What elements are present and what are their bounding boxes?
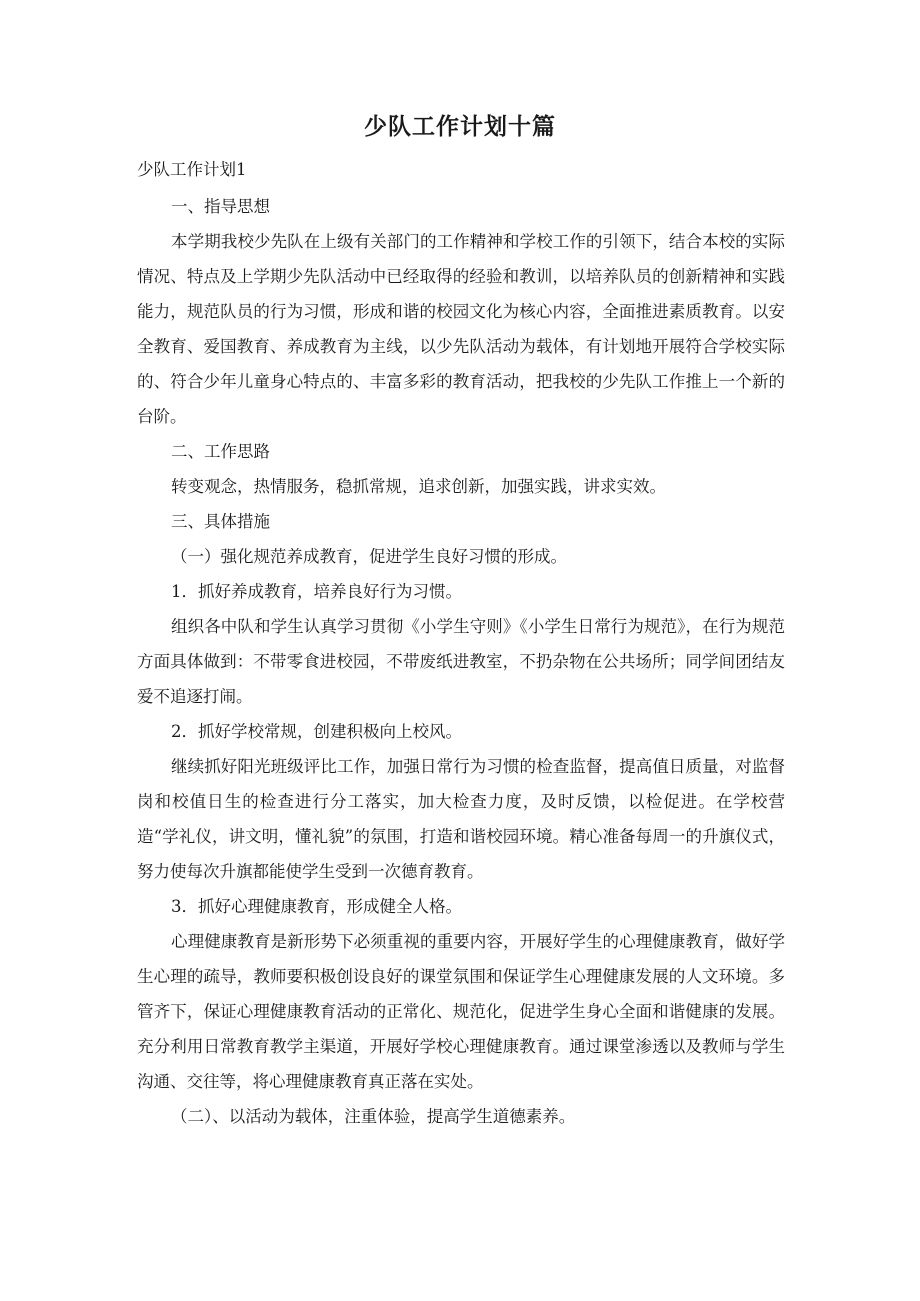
paragraph-guiding-thought: 本学期我校少先队在上级有关部门的工作精神和学校工作的引领下，结合本校的实际情况、特点及上学期少先队活动中已经取得的经验和教训，以培养队员的创新精神和实践能力，规范队员的行为习惯，形成和谐的校园文化为核心内容，全面推进素质教育。以安全教育、爱国教育、养成教育为主线，以少先队活动为载体，有计划地开展符合学校实际的、符合少年儿童身心特点的、丰富多彩的教育活动，把我校的少先队工作推上一个新的台阶。 — [137, 232, 785, 426]
item-3-heading: 3．抓好心理健康教育，形成健全人格。 — [171, 897, 462, 916]
item-1-heading: 1．抓好养成教育，培养良好行为习惯。 — [171, 582, 462, 601]
item-2-heading: 2．抓好学校常规，创建积极向上校风。 — [171, 722, 462, 741]
item-3-paragraph: 心理健康教育是新形势下必须重视的重要内容，开展好学生的心理健康教育，做好学生心理的疏导，教师要积极创设良好的课堂氛围和保证学生心理健康发展的人文环境。多管齐下，保证心理健康教育活动的正常化、规范化，促进学生身心全面和谐健康的发展。充分利用日常教育教学主渠道，开展好学校心理健康教育。通过课堂渗透以及教师与学生沟通、交往等，将心理健康教育真正落在实处。 — [137, 932, 785, 1091]
heading-work-ideas: 二、工作思路 — [171, 442, 270, 461]
item-2-paragraph: 继续抓好阳光班级评比工作，加强日常行为习惯的检查监督，提高值日质量，对监督岗和校值日生的检查进行分工落实，加大检查力度，及时反馈，以检促进。在学校营造“学礼仪，讲文明，懂礼貌”的氛围，打造和谐校园环境。精心准备每周一的升旗仪式，努力使每次升旗都能使学生受到一次德育教育。 — [137, 757, 785, 881]
item-1-paragraph: 组织各中队和学生认真学习贯彻《小学生守则》《小学生日常行为规范》，在行为规范方面具体做到：不带零食进校园，不带废纸进教室，不扔杂物在公共场所；同学间团结友爱不追逐打闹。 — [137, 617, 785, 706]
section-title: 少队工作计划1 — [137, 160, 247, 179]
subheading-measure-2: （二）、以活动为载体，注重体验，提高学生道德素养。 — [171, 1107, 576, 1126]
document-body — [137, 152, 785, 1134]
heading-guiding-thought: 一、指导思想 — [171, 197, 270, 216]
subheading-measure-1: （一）强化规范养成教育，促进学生良好习惯的形成。 — [171, 547, 567, 566]
paragraph-work-ideas: 转变观念，热情服务，稳抓常规，追求创新，加强实践，讲求实效。 — [171, 477, 666, 496]
heading-specific-measures: 三、具体措施 — [171, 512, 270, 531]
document-title: 少队工作计划十篇 — [364, 114, 556, 140]
